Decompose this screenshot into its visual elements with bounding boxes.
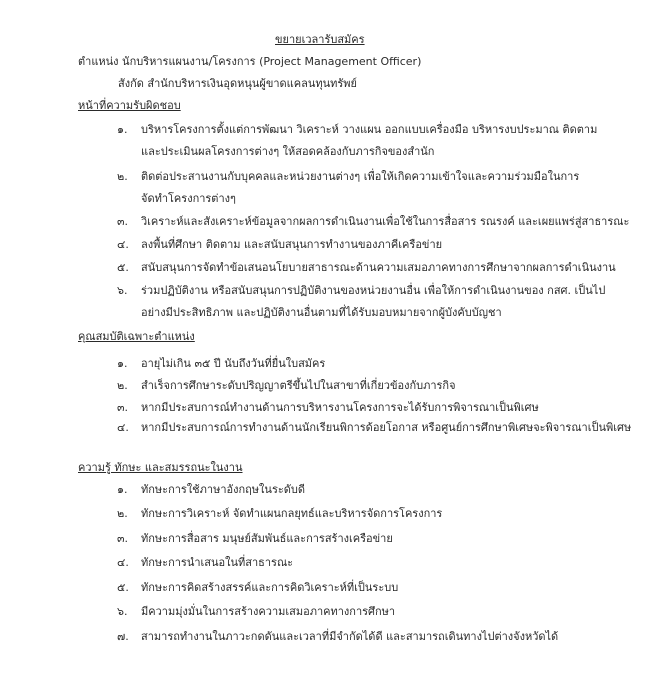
item-text: และประเมินผลโครงการต่างๆ ให้สอดคล้องกับภารกิจของสำนัก (141, 145, 435, 158)
item-text: บริหารโครงการตั้งแต่การพัฒนา วิเคราะห์ วางแผน ออกแบบเครื่องมือ บริหารงบประมาณ ติดตาม (141, 123, 598, 136)
skills-heading: ความรู้ ทักษะ และสมรรถนะในงาน (78, 461, 243, 474)
item-number: ๗. (117, 630, 129, 643)
item-number: ๖. (117, 284, 128, 297)
item-number: ๓. (117, 532, 129, 545)
item-number: ๔. (117, 238, 129, 251)
item-number: ๕. (117, 261, 129, 274)
item-text: ลงพื้นที่ศึกษา ติดตาม และสนับสนุนการทำงานของภาคีเครือข่าย (141, 238, 443, 251)
item-text: จัดทำโครงการต่างๆ (141, 192, 236, 205)
item-text: หากมีประสบการณ์ทำงานด้านการบริหารงานโครงการจะได้รับการพิจารณาเป็นพิเศษ (141, 401, 539, 414)
item-text: ร่วมปฏิบัติงาน หรือสนับสนุนการปฏิบัติงานของหน่วยงานอื่น เพื่อให้การดำเนินงานของ กสศ. เป็นไป (141, 284, 606, 297)
item-number: ๖. (117, 605, 128, 618)
item-text: อย่างมีประสิทธิภาพ และปฏิบัติงานอื่นตามที่ได้รับมอบหมายจากผู้บังคับบัญชา (141, 306, 502, 319)
item-number: ๔. (117, 556, 129, 569)
item-text: ทักษะการคิดสร้างสรรค์และการคิดวิเคราะห์ที่เป็นระบบ (141, 581, 399, 594)
item-text: ทักษะการนำเสนอในที่สาธารณะ (141, 556, 294, 569)
qualifications-heading: คุณสมบัติเฉพาะตำแหน่ง (78, 330, 195, 343)
item-number: ๒. (117, 507, 128, 520)
item-number: ๕. (117, 581, 129, 594)
item-number: ๔. (117, 421, 129, 434)
item-number: ๒. (117, 170, 128, 183)
item-number: ๑. (117, 483, 128, 496)
item-text: สำเร็จการศึกษาระดับปริญญาตรีขึ้นไปในสาขาที่เกี่ยวข้องกับภารกิจ (141, 379, 456, 392)
item-text: หากมีประสบการณ์การทำงานด้านนักเรียนพิการด้อยโอกาส หรือศูนย์การศึกษาพิเศษจะพิจารณาเป็นพิเศษ (141, 421, 632, 434)
item-number: ๑. (117, 123, 128, 136)
item-number: ๒. (117, 379, 128, 392)
item-text: สนับสนุนการจัดทำข้อเสนอนโยบายสาธารณะด้านความเสมอภาคทางการศึกษาจากผลการดำเนินงาน (141, 261, 616, 274)
responsibilities-heading: หน้าที่ความรับผิดชอบ (78, 99, 181, 112)
document-title: ขยายเวลารับสมัคร (275, 33, 365, 46)
item-text: สามารถทำงานในภาวะกดดันและเวลาที่มีจำกัดได้ดี และสามารถเดินทางไปต่างจังหวัดได้ (141, 630, 559, 643)
item-text: ทักษะการใช้ภาษาอังกฤษในระดับดี (141, 483, 306, 496)
item-number: ๓. (117, 401, 129, 414)
affiliation-line: สังกัด สำนักบริหารเงินอุดหนุนผู้ขาดแคลนทุนทรัพย์ (118, 77, 357, 90)
item-number: ๓. (117, 215, 129, 228)
item-text: ทักษะการวิเคราะห์ จัดทำแผนกลยุทธ์และบริหารจัดการโครงการ (141, 507, 443, 520)
item-text: มีความมุ่งมั่นในการสร้างความเสมอภาคทางการศึกษา (141, 605, 396, 618)
item-number: ๑. (117, 357, 128, 370)
item-text: อายุไม่เกิน ๓๕ ปี นับถึงวันที่ยื่นใบสมัคร (141, 357, 326, 370)
position-line: ตำแหน่ง นักบริหารแผนงาน/โครงการ (Project Management Officer) (78, 55, 422, 68)
item-text: ติดต่อประสานงานกับบุคคลและหน่วยงานต่างๆ เพื่อให้เกิดความเข้าใจและความร่วมมือในการ (141, 170, 580, 183)
item-text: ทักษะการสื่อสาร มนุษย์สัมพันธ์และการสร้างเครือข่าย (141, 532, 393, 545)
item-text: วิเคราะห์และสังเคราะห์ข้อมูลจากผลการดำเนินงานเพื่อใช้ในการสื่อสาร รณรงค์ และเผยแพร่สู่สาธารณะ (141, 215, 630, 228)
